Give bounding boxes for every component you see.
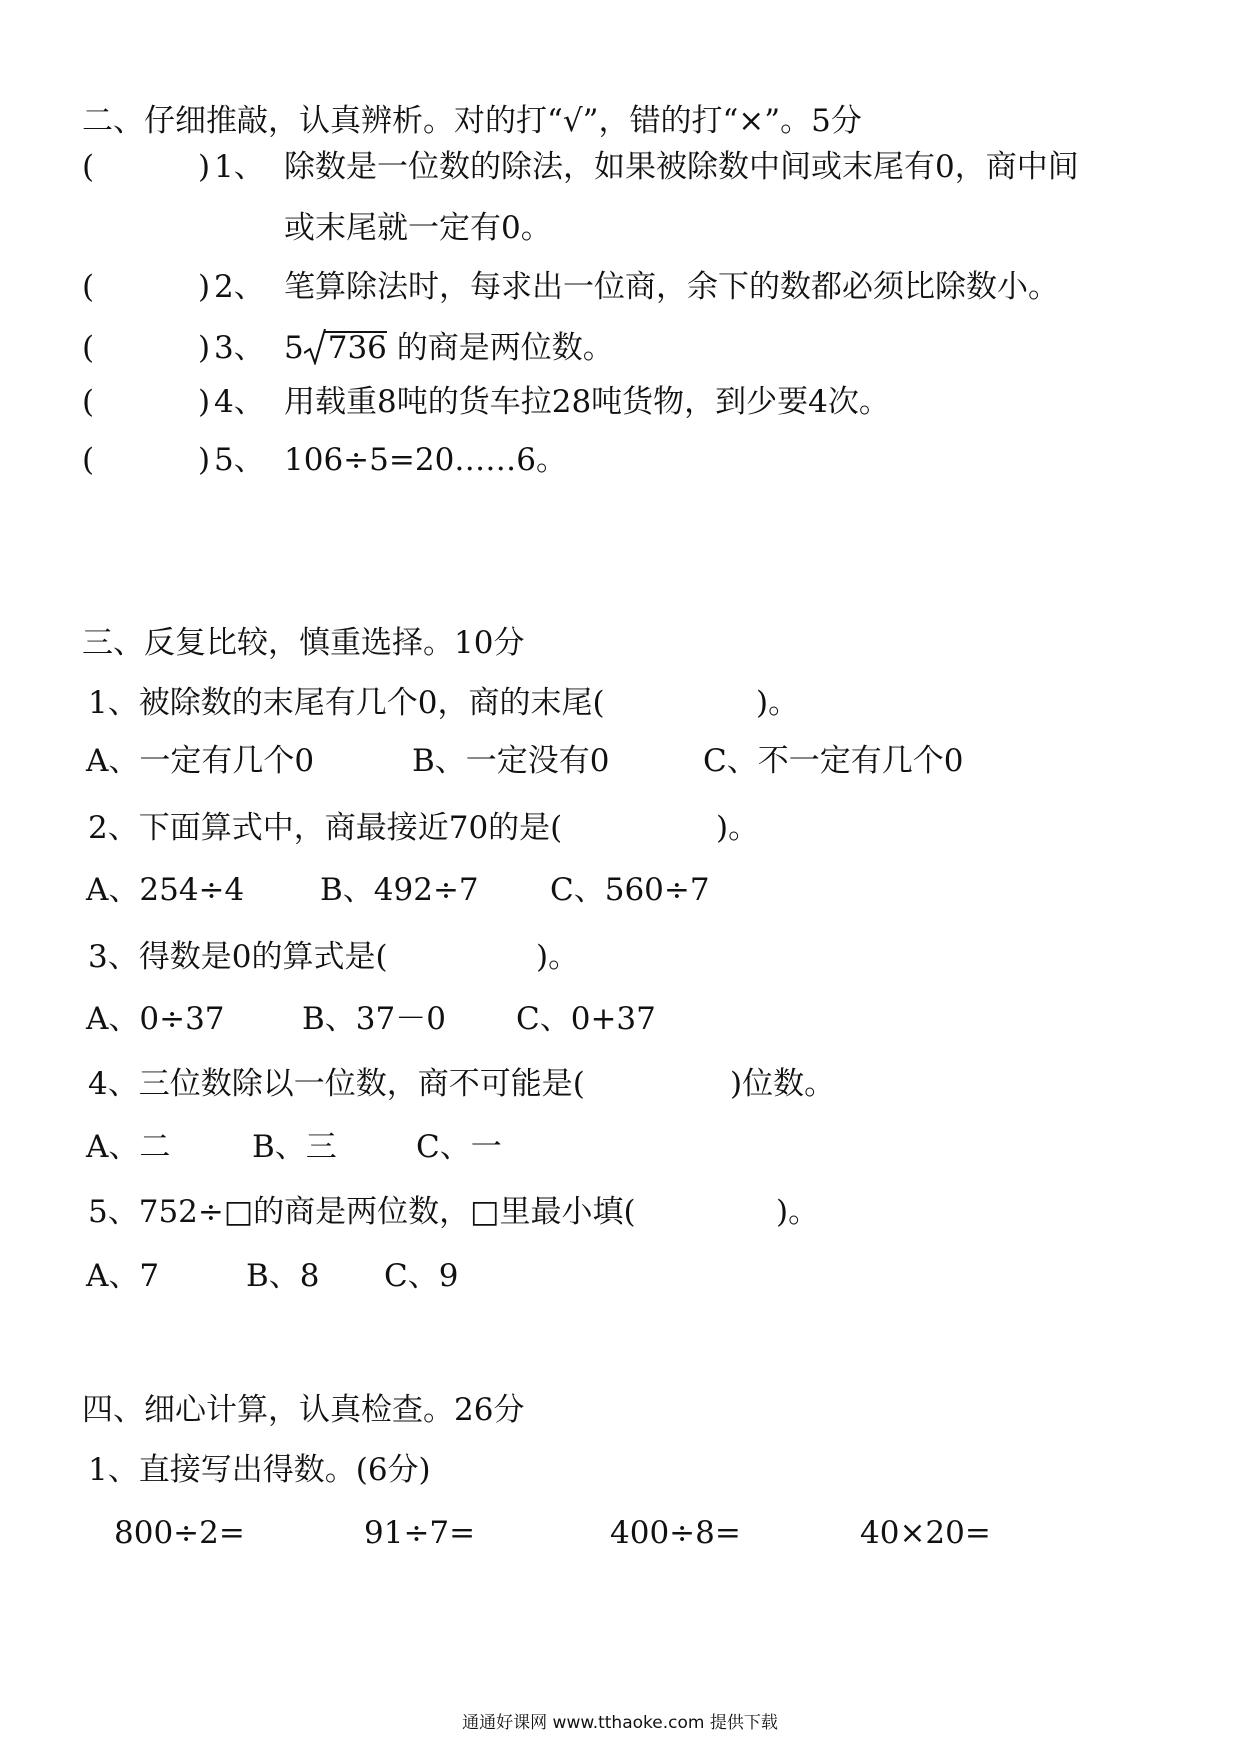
option-c[interactable]: C、9 — [384, 1258, 459, 1294]
option-b[interactable]: B、492÷7 — [320, 872, 479, 908]
footer-credit: 通通好课网 www.tthaoke.com 提供下载 — [462, 1713, 778, 1733]
question-stem-end: )。 — [756, 685, 800, 721]
dividend: 736 — [327, 330, 387, 366]
answer-blank-close: ) — [198, 442, 211, 478]
option-c[interactable]: C、560÷7 — [550, 872, 710, 908]
option-b[interactable]: B、37－0 — [302, 1001, 446, 1037]
item-text: 除数是一位数的除法，如果被除数中间或末尾有0，商中间 — [284, 149, 1079, 185]
item-number: 5、 — [214, 442, 265, 478]
item-text: 用载重8吨的货车拉28吨货物，到少要4次。 — [284, 384, 890, 420]
division-bracket-icon — [304, 327, 326, 365]
answer-blank-close: ) — [198, 149, 211, 185]
option-a[interactable]: A、一定有几个0 — [86, 743, 315, 779]
question-stem: 4、三位数除以一位数，商不可能是( — [88, 1066, 585, 1102]
item-number: 1、 — [214, 149, 265, 185]
question-stem-end: )。 — [716, 810, 760, 846]
divisor: 5 — [284, 330, 304, 366]
answer-blank-open[interactable]: ( — [82, 330, 95, 366]
question-stem-end: )。 — [776, 1194, 820, 1230]
calc-item[interactable]: 400÷8= — [610, 1515, 741, 1551]
long-division-expression — [284, 328, 614, 368]
question-stem-end: )。 — [536, 939, 580, 975]
option-b[interactable]: B、8 — [246, 1258, 320, 1294]
division-bracket — [324, 330, 387, 366]
question-stem: 3、得数是0的算式是( — [88, 939, 388, 975]
option-a[interactable]: A、0÷37 — [86, 1001, 225, 1037]
question-stem: 2、下面算式中，商最接近70的是( — [88, 810, 563, 846]
section4-title: 四、细心计算，认真检查。26分 — [82, 1392, 525, 1428]
item-text: 笔算除法时，每求出一位商，余下的数都必须比除数小。 — [284, 269, 1059, 305]
calc-item[interactable]: 91÷7= — [364, 1515, 476, 1551]
option-a[interactable]: A、254÷4 — [86, 872, 245, 908]
sub-question-title: 1、直接写出得数。(6分) — [88, 1452, 431, 1488]
item-text-continued: 或末尾就一定有0。 — [284, 210, 552, 246]
item-number: 3、 — [214, 330, 265, 366]
item-number: 2、 — [214, 269, 265, 305]
section3-title: 三、反复比较，慎重选择。10分 — [82, 625, 525, 661]
section2-title: 二、仔细推敲，认真辨析。对的打“√”，错的打“×”。5分 — [82, 103, 862, 139]
question-stem: 5、752÷□的商是两位数，□里最小填( — [88, 1194, 636, 1230]
answer-blank-open[interactable]: ( — [82, 442, 95, 478]
question-stem-end: )位数。 — [730, 1066, 836, 1102]
answer-blank-open[interactable]: ( — [82, 269, 95, 305]
option-a[interactable]: A、7 — [86, 1258, 160, 1294]
answer-blank-close: ) — [198, 269, 211, 305]
answer-blank-close: ) — [198, 384, 211, 420]
option-b[interactable]: B、一定没有0 — [412, 743, 610, 779]
answer-blank-close: ) — [198, 330, 211, 366]
calc-item[interactable]: 40×20= — [860, 1515, 991, 1551]
answer-blank-open[interactable]: ( — [82, 384, 95, 420]
option-c[interactable]: C、不一定有几个0 — [703, 743, 964, 779]
question-stem: 1、被除数的末尾有几个0，商的末尾( — [88, 685, 605, 721]
option-c[interactable]: C、0+37 — [516, 1001, 656, 1037]
option-a[interactable]: A、二 — [86, 1129, 171, 1165]
option-b[interactable]: B、三 — [252, 1129, 337, 1165]
item-text: 106÷5=20……6。 — [284, 442, 568, 478]
answer-blank-open[interactable]: ( — [82, 149, 95, 185]
item-number: 4、 — [214, 384, 265, 420]
option-c[interactable]: C、一 — [416, 1129, 502, 1165]
item-text: 的商是两位数。 — [396, 330, 614, 366]
calc-item[interactable]: 800÷2= — [114, 1515, 245, 1551]
